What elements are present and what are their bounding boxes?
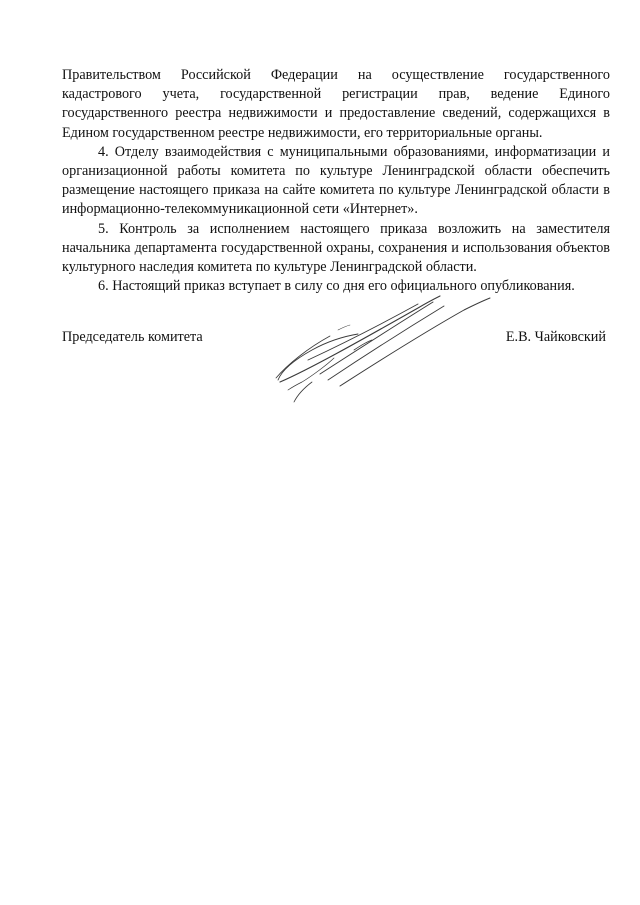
signatory-title: Председатель комитета (62, 329, 203, 345)
paragraph-6: 6. Настоящий приказ вступает в силу со дня его официального опубликования. (98, 278, 575, 295)
handwritten-signature (268, 290, 498, 405)
paragraph-5: 5. Контроль за исполнением настоящего приказа возложить на заместителя начальника департамента государственной охраны, сохранения и использования объектов культурного наследия комитета по культуре Ленинградской области. (62, 220, 610, 276)
paragraph-4: 4. Отделу взаимодействия с муниципальными образованиями, информатизации и организационной работы комитета по культуре Ленинградской области обеспечить размещение настоящего приказа на сайте комитета по культуре Ленинградской области в информационно-телекоммуникационной сети «Интернет». (62, 143, 610, 218)
signature-block (62, 327, 610, 347)
paragraph-3-continuation: Правительством Российской Федерации на осуществление государственного кадастрового учета, государственной регистрации прав, ведение Единого государственного реестра недвижимости и предоставление сведений, содержащихся в Едином государственном реестре недвижимости, его территориальные органы. (62, 67, 610, 141)
signatory-name: Е.В. Чайковский (505, 329, 606, 345)
document-body (62, 66, 610, 296)
